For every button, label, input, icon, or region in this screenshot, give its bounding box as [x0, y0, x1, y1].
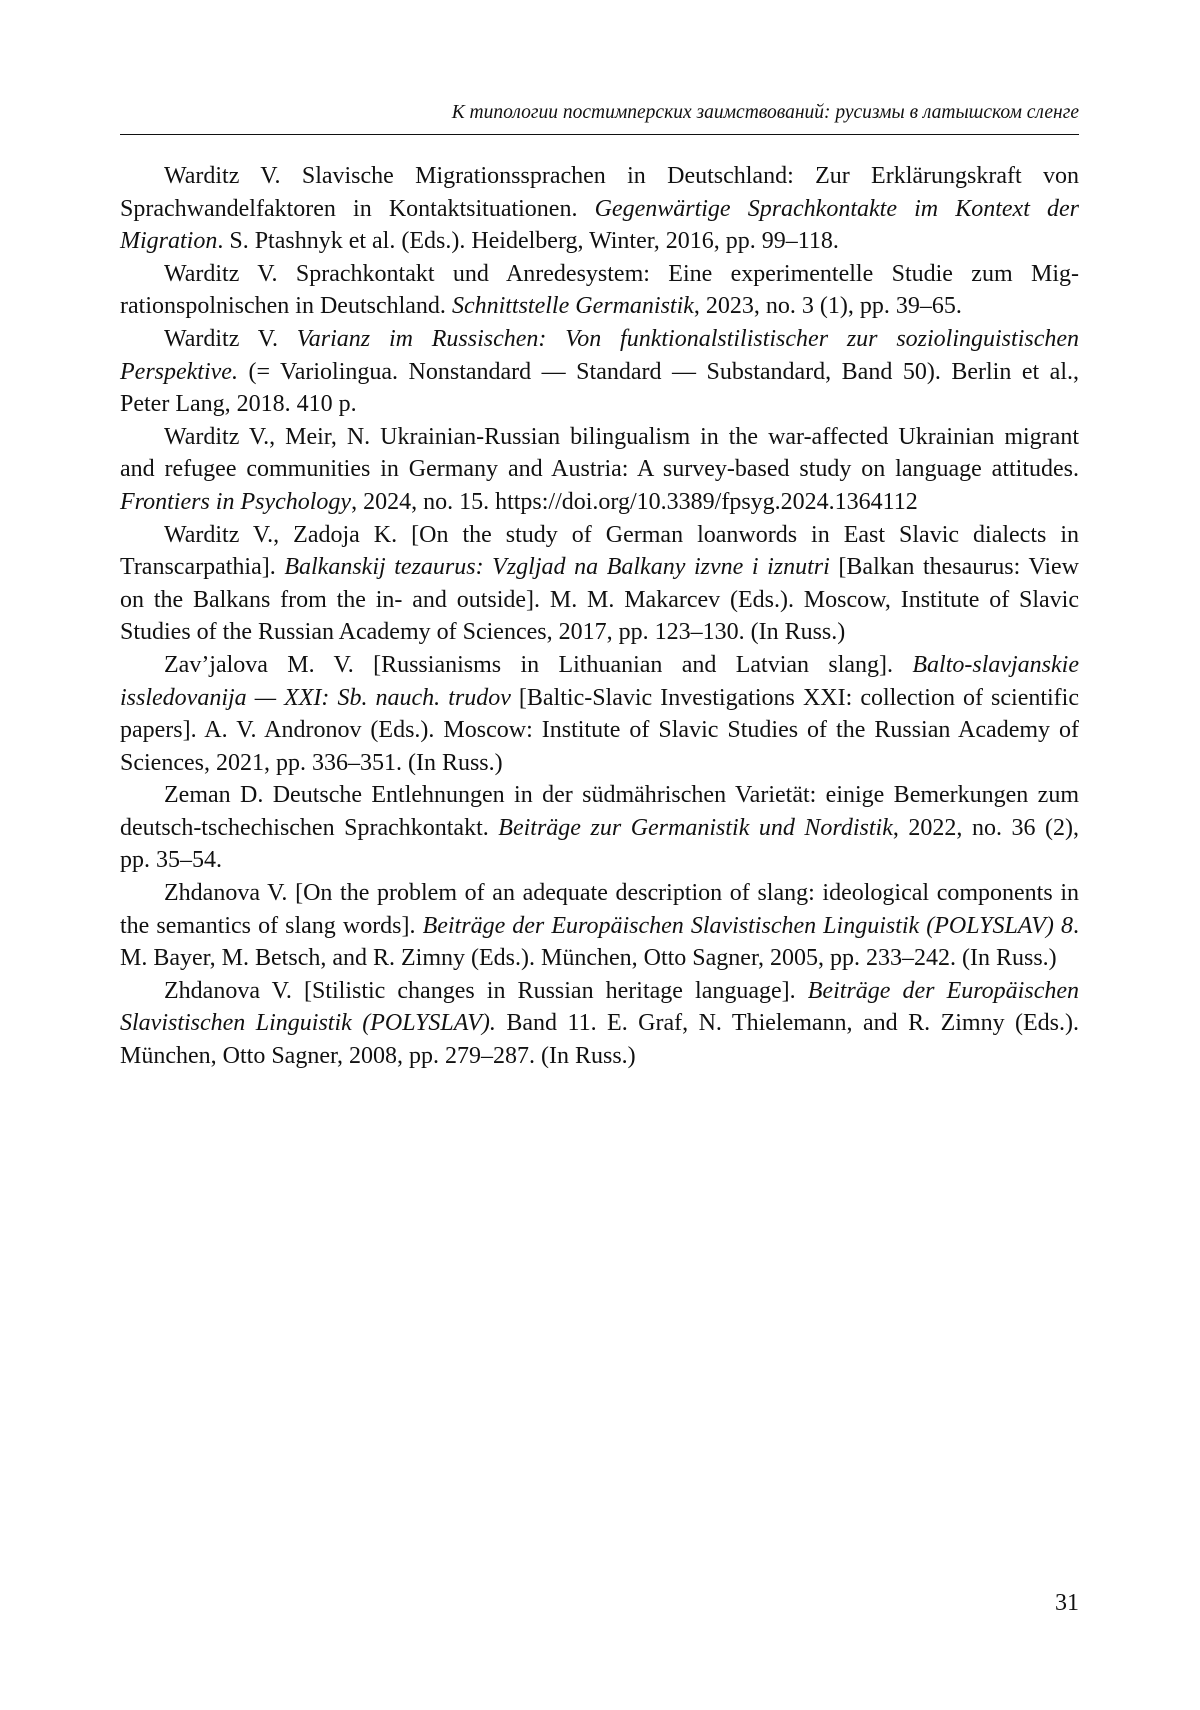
reference-entry-warditz-2016	[120, 160, 1079, 258]
ref-details: (= Variolingua. Nonstandard — Standard — Substandard, Band 50). Berlin et al., Peter Lang, 2018. 410 p.	[120, 358, 1079, 418]
ref-text: Slavische Migrationssprachen in Deutschland: Zur Erklärungskraft von Sprachwandelfaktoren in Kontaktsituationen.	[120, 163, 1079, 222]
ref-source-title: Gegenwärtige Sprachkontakte im Kontext der Migration	[120, 195, 1079, 255]
ref-details: , 2022, no. 36 (2), pp. 35–54.	[120, 814, 1080, 874]
ref-details: , 2024, no. 15. https://doi.org/10.3389/fpsyg.​2024.1364112	[351, 488, 918, 515]
reference-entry-warditz-zadoja-2017	[120, 519, 1079, 649]
ref-authors: Zhdanova V.	[164, 977, 304, 1004]
ref-source-title: Schnittstelle Germanistik	[451, 293, 694, 320]
ref-source-title: Balkanskij tezaurus: Vzgljad na Balkany izvne i iznutri	[284, 554, 830, 581]
ref-source-title: Beiträge der Europäischen Slavistischen Linguistik (POLYSLAV).	[120, 977, 1079, 1037]
ref-authors: Warditz V.	[164, 163, 302, 189]
ref-text: [On the study of German loanwords in East Slavic dialects in Transcarpathia].	[120, 521, 1080, 581]
ref-text: [Russianisms in Lithuanian and Latvian slang].	[373, 651, 913, 678]
ref-details: , 2023, no. 3 (1), pp. 39–65.	[693, 293, 962, 320]
reference-entry-warditz-2023	[120, 258, 1079, 323]
ref-text: [On the problem of an adequate description of slang: ideological components in the semantics of slang words].	[120, 880, 1079, 939]
ref-authors: Zav’jalova M. V.	[164, 651, 374, 678]
ref-text: [Stilistic changes in Russian heritage language].	[303, 977, 808, 1004]
ref-details: Band 11. E. Graf, N. Thielemann, and R. Zimny (Eds.). München, Otto Sagner, 2008, pp. 279–287. (In Russ.)	[120, 1010, 1080, 1070]
reference-entry-zhdanova-2005	[120, 877, 1079, 975]
ref-source-title: Frontiers in Psychology	[120, 488, 352, 515]
ref-text: Ukrainian-Russian bilingualism in the war-affected Ukrainian migrant and refugee communities in Germany and Austria: A survey-based study on language attitudes.	[120, 423, 1079, 483]
ref-authors: Zeman D.	[164, 782, 273, 809]
ref-text: Deutsche Entlehnungen in der südmährischen Varietät: einige Bemerkungen zum deutsch-tschechischen Sprachkontakt.	[120, 782, 1080, 841]
ref-details: [Baltic-Slavic Investigations XXI: collection of scientific papers]. A. V. Andronov (Eds.). Moscow: Institute of Slavic Studies of the Russian Academy of Sciences, 2021, pp. 336–351. (In Russ.)	[120, 684, 1079, 776]
reference-entry-zavjalova-2021	[120, 649, 1079, 779]
ref-authors: Warditz V.	[164, 325, 297, 352]
header-rule	[120, 134, 1079, 135]
ref-source-title: Varianz im Russischen: Von funktionalstilistischer zur soziolinguistischen Perspektive.	[120, 325, 1079, 385]
page-number: 31	[1055, 1590, 1079, 1616]
running-head: К типологии постимперских заимствований: русизмы в латышском сленге	[451, 102, 1079, 123]
reference-entry-zhdanova-2008	[120, 975, 1079, 1073]
ref-authors: Zhdanova V.	[164, 880, 296, 907]
ref-authors: Warditz V., Meir, N.	[164, 423, 381, 450]
ref-source-title: Beiträge zur Germanistik und Nordistik	[498, 814, 893, 841]
ref-details: . S. Ptashnyk et al. (Eds.). Heidelberg, Winter, 2016, pp. 99–118.	[217, 228, 839, 255]
reference-list	[120, 160, 1079, 1073]
ref-details: [Balkan thesaurus: View on the Balkans from the in- and outside]. M. M. Makarcev (Eds.). Moscow, Institute of Slavic Studies of the Russian Academy of Sciences, 2017, pp. 123–130. (In Russ.)	[120, 554, 1080, 646]
ref-details: . M. Bayer, M. Betsch, and R. Zimny (Eds.). München, Otto Sagner, 2005, pp. 233–242. (In Russ.)	[120, 912, 1079, 972]
ref-source-title: Beiträge der Europäischen Slavistischen Linguistik (POLYSLAV) 8	[422, 912, 1073, 939]
ref-text: Sprachkontakt und Anredesystem: Eine experimentelle Studie zum Migrationspolnischen in Deutschland.	[120, 260, 1079, 320]
ref-authors: Warditz V., Zadoja K.	[164, 521, 412, 548]
ref-authors: Warditz V.	[164, 260, 296, 287]
ref-source-title: Balto-slavjanskie issledovanija — XXI: Sb. nauch. trudov	[120, 651, 1079, 711]
reference-entry-warditz-2018	[120, 323, 1079, 421]
reference-entry-warditz-meir-2024	[120, 421, 1079, 519]
reference-entry-zeman-2022	[120, 779, 1079, 877]
